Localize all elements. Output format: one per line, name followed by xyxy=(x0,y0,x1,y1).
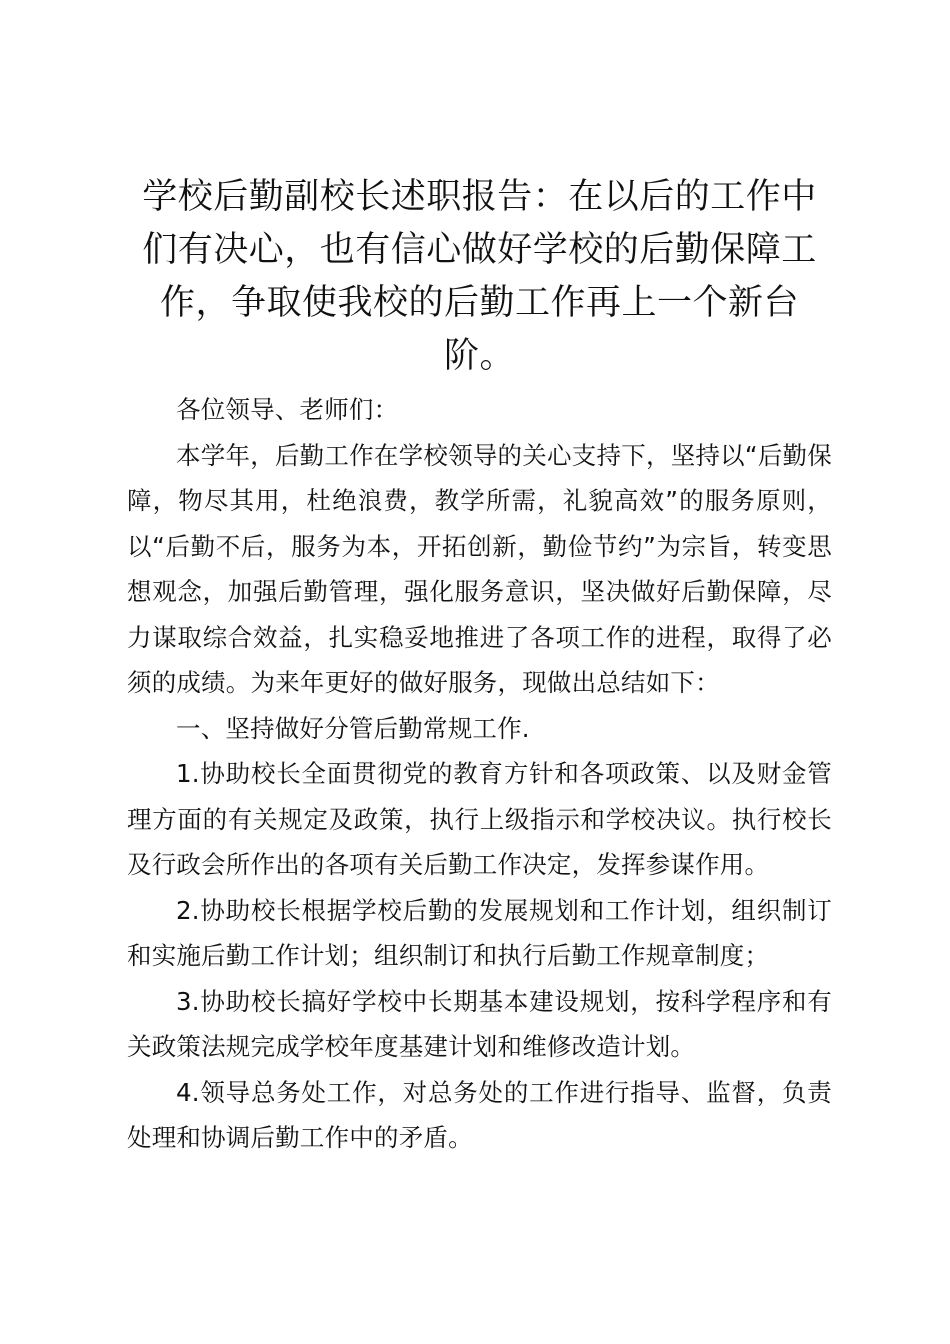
list-item-2: 2.协助校长根据学校后勤的发展规划和工作计划，组织制订和实施后勤工作计划；组织制订和执行后勤工作规章制度； xyxy=(127,895,832,970)
list-item-1: 1.协助校长全面贯彻党的教育方针和各项政策、以及财金管理方面的有关规定及政策，执行上级指示和学校决议。执行校长及行政会所作出的各项有关后勤工作决定，发挥参谋作用。 xyxy=(127,759,832,879)
section-heading: 一、坚持做好分管后勤常规工作. xyxy=(176,713,530,743)
list-item-3: 3.协助校长搞好学校中长期基本建设规划，按科学程序和有关政策法规完成学校年度基建计划和维修改造计划。 xyxy=(127,986,832,1061)
document-body xyxy=(127,171,832,1161)
document-title: 学校后勤副校长述职报告：在以后的工作中们有决心，也有信心做好学校的后勤保障工作，争取使我校的后勤工作再上一个新台阶。 xyxy=(142,177,817,376)
list-item-4: 4.领导总务处工作，对总务处的工作进行指导、监督，负责处理和协调后勤工作中的矛盾。 xyxy=(127,1077,832,1152)
greeting-line: 各位领导、老师们： xyxy=(176,395,399,424)
intro-paragraph: 本学年，后勤工作在学校领导的关心支持下，坚持以“后勤保障，物尽其用，杜绝浪费，教学所需，礼貌高效”的服务原则，以“后勤不后，服务为本，开拓创新，勤俭节约”为宗旨，转变思想观念，加强后勤管理，强化服务意识，坚决做好后勤保障，尽力谋取综合效益，扎实稳妥地推进了各项工作的进程，取得了必须的成绩。为来年更好的做好服务，现做出总结如下： xyxy=(127,440,832,697)
